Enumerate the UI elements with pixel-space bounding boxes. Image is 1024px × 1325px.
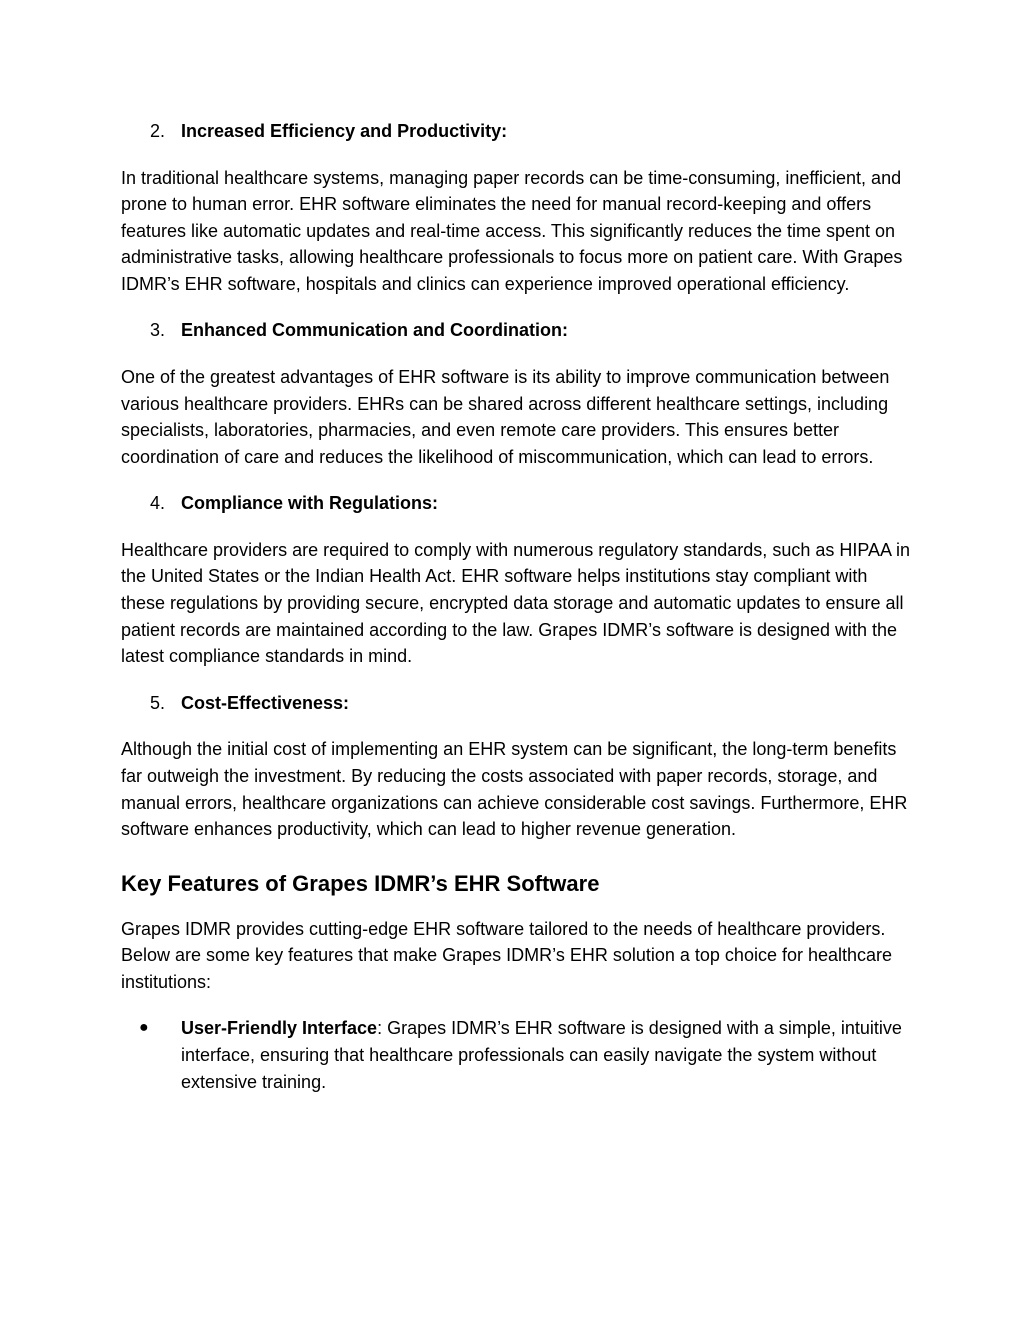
list-number: 5. (150, 692, 166, 713)
paragraph: Healthcare providers are required to comply with numerous regulatory standards, such as HIPAA in the United States or the Indian Health Act. EHR software helps institutions stay compliant with these regulations by providing secure, encrypted data storage and automatic updates to ensure all patient records are maintained according to the law. Grapes IDMR’s software is designed with the latest compliance standards in mind. (121, 539, 911, 667)
heading-text: Increased Efficiency and Productivity: (181, 121, 508, 141)
numbered-heading (121, 317, 911, 344)
list-number: 2. (150, 121, 166, 141)
list-number: 3. (150, 320, 166, 341)
heading-text: Enhanced Communication and Coordination: (181, 320, 568, 341)
paragraph: In traditional healthcare systems, managing paper records can be time-consuming, inefficient, and prone to human error. EHR software eliminates the need for manual record-keeping and offers features like automatic updates and real-time access. This significantly reduces the time spent on administrative tasks, allowing healthcare professionals to focus more on patient care. With Grapes IDMR’s EHR software, hospitals and clinics can experience improved operational efficiency. (121, 167, 903, 294)
section-title: Key Features of Grapes IDMR’s EHR Software (121, 870, 600, 896)
bullet-term: User-Friendly Interface (181, 1018, 378, 1039)
bullet-list (121, 1015, 911, 1095)
section-key-features (121, 869, 911, 1096)
bullet-text: : Grapes IDMR’s EHR software is designed with a simple, intuitive interface, ensuring that healthcare professionals can easily navigate the system without extensive training. (181, 1018, 902, 1092)
heading-text: Cost-Effectiveness: (181, 692, 350, 713)
paragraph: Grapes IDMR provides cutting-edge EHR software tailored to the needs of healthcare providers. Below are some key features that make Grapes IDMR’s EHR solution a top choice for healthcare institutions: (121, 918, 893, 992)
list-number: 4. (150, 493, 166, 514)
section-compliance (121, 490, 911, 669)
heading-text: Compliance with Regulations: (181, 493, 439, 514)
document-page (121, 118, 911, 1095)
paragraph: One of the greatest advantages of EHR software is its ability to improve communication between various healthcare providers. EHRs can be shared across different healthcare settings, including specialists, laboratories, pharmacies, and even remote care providers. This ensures better coordination of care and reduces the likelihood of miscommunication, which can lead to errors. (121, 366, 890, 467)
bullet-icon: ● (139, 1019, 149, 1037)
section-communication (121, 317, 911, 470)
numbered-heading (121, 118, 911, 145)
list-item (121, 1015, 911, 1095)
numbered-heading (121, 490, 911, 517)
paragraph: Although the initial cost of implementing an EHR system can be significant, the long-term benefits far outweigh the investment. By reducing the costs associated with paper records, storage, and manual errors, healthcare organizations can achieve considerable cost savings. Furthermore, EHR software enhances productivity, which can lead to higher revenue generation. (121, 739, 908, 840)
section-cost (121, 690, 911, 843)
section-efficiency (121, 118, 911, 297)
numbered-heading (121, 690, 911, 717)
